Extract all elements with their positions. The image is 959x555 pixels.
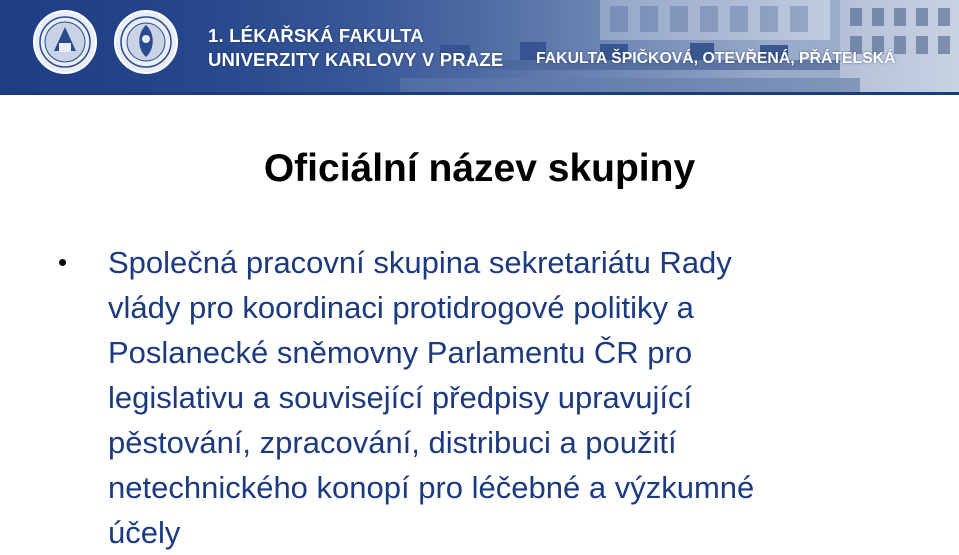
bullet-line: vlády pro koordinaci protidrogové politiky a (108, 290, 694, 325)
banner-bottom-stripe (0, 92, 959, 95)
bullet-line: účely (108, 515, 181, 550)
header-banner (0, 0, 959, 95)
slide-title: Oficiální název skupiny (263, 147, 696, 190)
bullet-line: netechnického konopí pro léčebné a výzkumné (108, 470, 755, 505)
faculty-slogan: FAKULTA ŠPIČKOVÁ, OTEVŘENÁ, PŘÁTELSKÁ (536, 50, 896, 67)
bullet-line: pěstování, zpracování, distribuci a použití (108, 425, 677, 460)
faculty-name-line2: UNIVERZITY KARLOVY V PRAZE (208, 49, 504, 70)
bullet-line: Společná pracovní skupina sekretariátu Rady (108, 245, 732, 280)
slide-bullet-list (58, 240, 918, 555)
faculty-seal-icon (113, 9, 179, 75)
bullet-line: legislativu a související předpisy upravující (108, 380, 693, 415)
faculty-name-line1: 1. LÉKAŘSKÁ FAKULTA (208, 25, 424, 46)
bullet-marker: • (58, 247, 68, 277)
bullet-line: Poslanecké sněmovny Parlamentu ČR pro (108, 335, 693, 370)
faculty-name (208, 24, 503, 72)
bullet-item (58, 240, 918, 555)
university-seal-icon (32, 9, 98, 75)
